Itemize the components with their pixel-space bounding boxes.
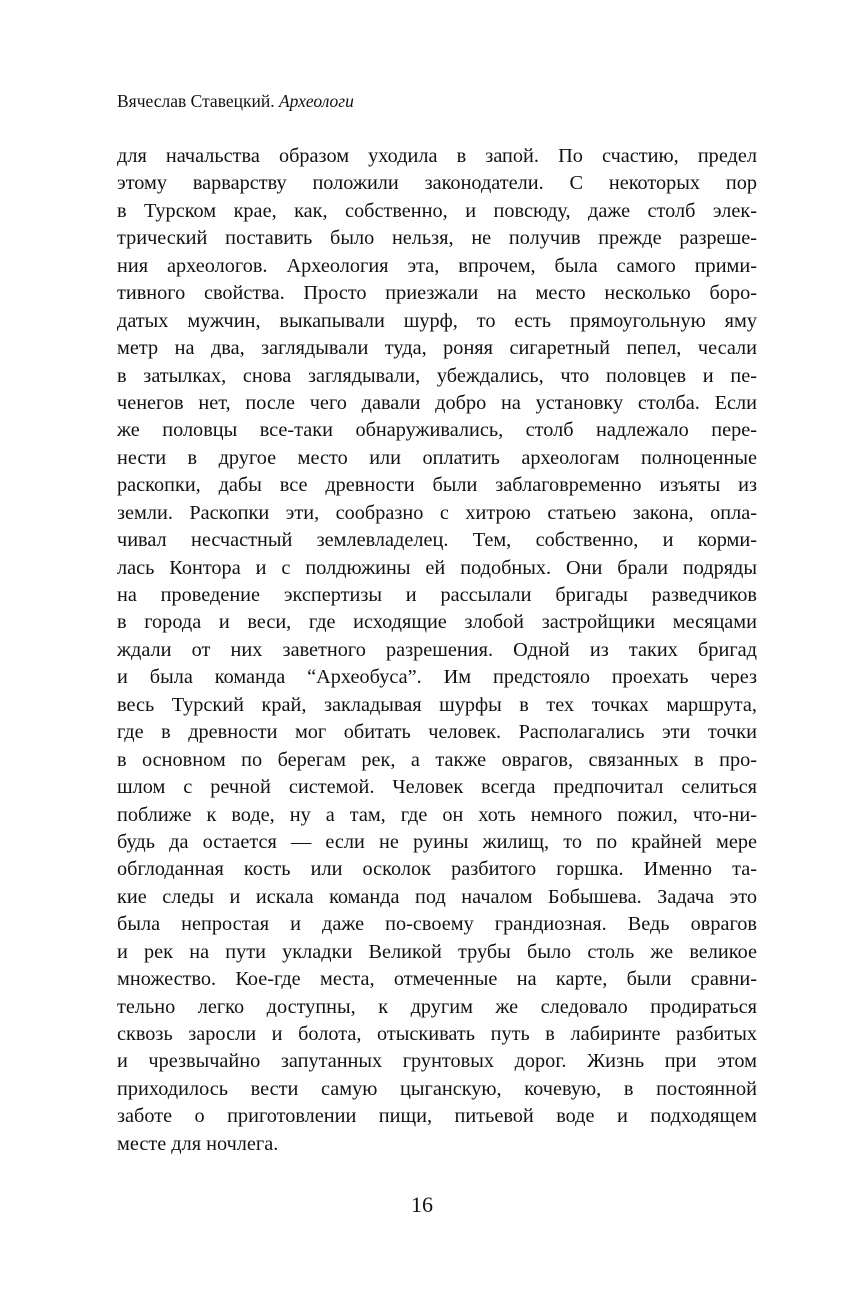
- text-line: тивного свойства. Просто приезжали на место несколько боро-: [117, 282, 757, 305]
- text-line: заботе о приготовлении пищи, питьевой воде и подходящем: [117, 1105, 757, 1128]
- header-title: Археологи: [278, 91, 354, 111]
- text-line: шлом с речной системой. Человек всегда предпочитал селиться: [117, 776, 757, 799]
- text-line: в затылках, снова заглядывали, убеждались, что половцев и пе-: [117, 364, 757, 387]
- text-line: лась Контора и с полдюжины ей подобных. Они брали подряды: [117, 556, 757, 579]
- text-line: датых мужчин, выкапывали шурф, то есть прямоугольную яму: [117, 309, 757, 332]
- text-line: в основном по берегам рек, а также оврагов, связанных в про-: [117, 748, 757, 771]
- text-line-last: месте для ночлега.: [117, 1132, 279, 1155]
- text-line: и чрезвычайно запутанных грунтовых дорог. Жизнь при этом: [117, 1050, 757, 1073]
- text-line: обглоданная кость или осколок разбитого горшка. Именно та-: [117, 858, 757, 881]
- text-line: поближе к воде, ну а там, где он хоть немного пожил, что-ни-: [117, 803, 757, 826]
- text-line: раскопки, дабы все древности были заблаговременно изъяты из: [117, 474, 757, 497]
- text-line: ченегов нет, после чего давали добро на установку столба. Если: [117, 391, 757, 414]
- text-line: весь Турский край, закладывая шурфы в тех точках маршрута,: [117, 693, 757, 716]
- text-line: трический поставить было нельзя, не получив прежде разреше-: [117, 227, 757, 250]
- text-line: множество. Кое-где места, отмеченные на карте, были сравни-: [117, 968, 757, 991]
- text-line: чивал несчастный землевладелец. Тем, собственно, и корми-: [117, 529, 757, 552]
- text-line: для начальства образом уходила в запой. По счастию, предел: [117, 145, 757, 167]
- text-line: этому варварству положили законодатели. С некоторых пор: [117, 172, 757, 195]
- text-line: на проведение экспертизы и рассылали бригады разведчиков: [117, 584, 757, 606]
- text-line: и была команда “Археобуса”. Им предстояло проехать через: [117, 666, 757, 689]
- text-line: земли. Раскопки эти, сообразно с хитрою статьею закона, опла-: [117, 501, 757, 524]
- text-line: ния археологов. Археология эта, впрочем, была самого прими-: [117, 254, 757, 277]
- text-line: в Турском крае, как, собственно, и повсюду, даже столб элек-: [117, 199, 757, 222]
- text-line: и рек на пути укладки Великой трубы было столь же великое: [117, 940, 757, 963]
- header-author: Вячеслав Ставецкий.: [117, 91, 275, 111]
- body-text: [117, 143, 757, 1158]
- text-line: ждали от них заветного разрешения. Одной из таких бригад: [117, 638, 757, 661]
- text-line: сквозь заросли и болота, отыскивать путь в лабиринте разбитых: [117, 1023, 757, 1045]
- text-line: тельно легко доступны, к другим же следовало продираться: [117, 995, 757, 1018]
- running-header: [117, 90, 354, 112]
- text-line: же половцы все-таки обнаруживались, столб надлежало пере-: [117, 419, 757, 442]
- text-line: приходилось вести самую цыганскую, кочевую, в постоянной: [117, 1077, 757, 1100]
- text-line: метр на два, заглядывали туда, роняя сигаретный пепел, чесали: [117, 337, 757, 360]
- text-line: где в древности мог обитать человек. Располагались эти точки: [117, 721, 757, 744]
- text-line: будь да остается — если не руины жилищ, то по крайней мере: [117, 830, 757, 853]
- text-line: нести в другое место или оплатить археологам полноценные: [117, 446, 757, 469]
- page-number: 16: [411, 1192, 433, 1217]
- text-line: была непростая и даже по-своему грандиозная. Ведь оврагов: [117, 913, 757, 936]
- text-line: кие следы и искала команда под началом Бобышева. Задача это: [117, 885, 757, 908]
- text-line: в города и веси, где исходящие злобой застройщики месяцами: [117, 611, 757, 634]
